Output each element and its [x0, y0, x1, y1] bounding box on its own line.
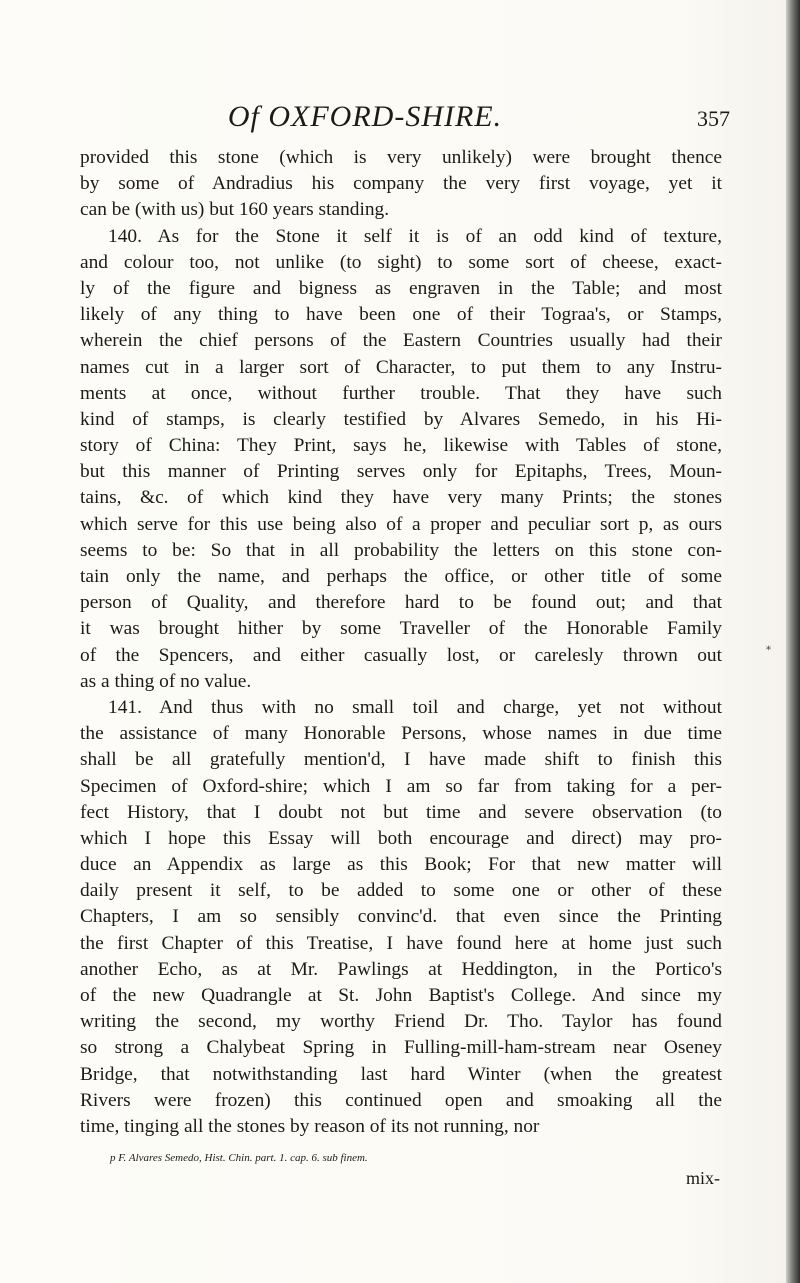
text-line: Specimen of Oxford-shire; which I am so far from taking for a per- [80, 775, 722, 797]
text-line: story of China: They Print, says he, likewise with Tables of stone, [80, 435, 722, 457]
text-line: tains, &c. of which kind they have very many Prints; the stones [80, 487, 722, 509]
text-line: which I hope this Essay will both encourage and direct) may pro- [80, 827, 722, 849]
catchword: mix- [686, 1168, 720, 1188]
text-line: by some of Andradius his company the very first voyage, yet it [80, 173, 722, 195]
text-line: which serve for this use being also of a proper and peculiar sort p, as ours [80, 513, 722, 535]
text-line: so strong a Chalybeat Spring in Fulling-mill-ham-stream near Oseney [80, 1037, 722, 1059]
text-line: and colour too, not unlike (to sight) to some sort of cheese, exact- [80, 251, 722, 273]
text-line: of the Spencers, and either casually lost, or carelesly thrown out [80, 644, 722, 666]
text-line: as a thing of no value. [80, 670, 252, 692]
page-header [80, 100, 730, 140]
text-line: tain only the name, and perhaps the office, or other title of some [80, 566, 722, 587]
text-line: ments at once, without further trouble. That they have such [80, 382, 722, 404]
text-line: kind of stamps, is clearly testified by Alvares Semedo, in his Hi- [80, 408, 722, 430]
text-line: 141. And thus with no small toil and charge, yet not without [108, 696, 722, 718]
text-line: ly of the figure and bigness as engraven in the Table; and most [80, 277, 722, 299]
page-number: 357 [697, 106, 730, 131]
text-line: daily present it self, to be added to some one or other of these [80, 880, 722, 902]
text-line: writing the second, my worthy Friend Dr. Tho. Taylor has found [80, 1011, 722, 1033]
text-line: 140. As for the Stone it self it is of an odd kind of texture, [108, 225, 722, 247]
text-line: it was brought hither by some Traveller of the Honorable Family [80, 618, 722, 640]
footnote: p F. Alvares Semedo, Hist. Chin. part. 1. cap. 6. sub finem. [110, 1152, 368, 1164]
text-line: provided this stone (which is very unlikely) were brought thence [80, 147, 722, 168]
text-line: seems to be: So that in all probability the letters on this stone con- [80, 539, 722, 561]
text-line: of the new Quadrangle at St. John Baptist's College. And since my [80, 985, 722, 1006]
text-line: likely of any thing to have been one of their Tograa's, or Stamps, [80, 304, 722, 326]
text-line: can be (with us) but 160 years standing. [80, 199, 390, 221]
text-line: Rivers were frozen) this continued open and smoaking all the [80, 1089, 722, 1111]
text-line: names cut in a larger sort of Character, to put them to any Instru- [80, 356, 722, 378]
stray-mark: * [766, 645, 771, 656]
text-line: Chapters, I am so sensibly convinc'd. that even since the Printing [80, 906, 722, 928]
text-line: time, tinging all the stones by reason of its not running, nor [80, 1115, 540, 1137]
text-line: another Echo, as at Mr. Pawlings at Heddington, in the Portico's [80, 958, 722, 980]
text-line: Bridge, that notwithstanding last hard Winter (when the greatest [80, 1063, 722, 1085]
text-line: person of Quality, and therefore hard to be found out; and that [80, 592, 722, 614]
page-edge-shadow [786, 0, 800, 1283]
text-line: fect History, that I doubt not but time and severe observation (to [80, 801, 722, 823]
text-line: wherein the chief persons of the Eastern Countries usually had their [80, 330, 722, 352]
text-line: the first Chapter of this Treatise, I have found here at home just such [80, 932, 722, 954]
body-text [80, 145, 722, 1140]
text-line: duce an Appendix as large as this Book; For that new matter will [80, 854, 722, 876]
text-line: but this manner of Printing serves only for Epitaphs, Trees, Moun- [80, 461, 722, 483]
text-line: the assistance of many Honorable Persons, whose names in due time [80, 723, 722, 745]
running-head: Of OXFORD-SHIRE. [227, 100, 503, 133]
text-line: shall be all gratefully mention'd, I have made shift to finish this [80, 749, 722, 771]
